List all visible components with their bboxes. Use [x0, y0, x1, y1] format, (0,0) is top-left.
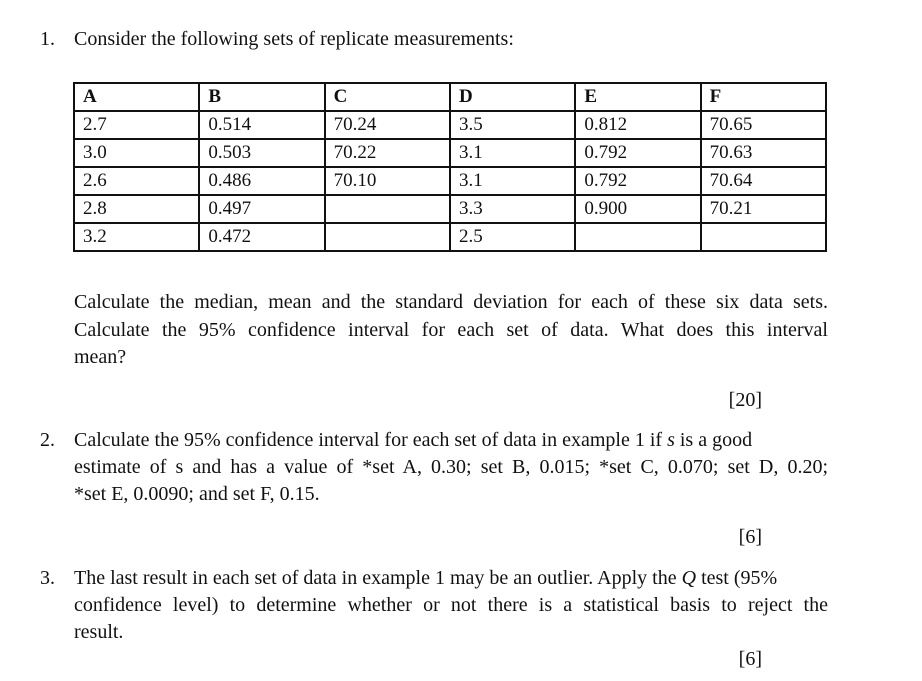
- table-cell: 70.64: [701, 167, 826, 195]
- table-row: [74, 111, 826, 139]
- measurements-table: [73, 82, 827, 252]
- column-header-d: D: [450, 83, 575, 111]
- table-cell: 0.792: [575, 167, 700, 195]
- question-3-line-1: [74, 567, 777, 590]
- table-cell: [325, 195, 450, 223]
- table-cell: 3.2: [74, 223, 199, 251]
- question-2-line-1-text: Calculate the 95% confidence interval for each set of data in example 1 if: [74, 429, 668, 451]
- table-cell: 70.10: [325, 167, 450, 195]
- table-cell: 70.22: [325, 139, 450, 167]
- question-3-line-3: result.: [74, 621, 124, 643]
- table-row: [74, 139, 826, 167]
- question-3-marks: [6]: [738, 648, 762, 670]
- table-cell: 0.812: [575, 111, 700, 139]
- table-cell: 0.792: [575, 139, 700, 167]
- table-cell: 2.6: [74, 167, 199, 195]
- question-1-title: Consider the following sets of replicate measurements:: [74, 28, 514, 50]
- column-header-b: B: [199, 83, 324, 111]
- question-1-number: 1.: [40, 28, 55, 50]
- question-1-instructions-line-2: Calculate the 95% confidence interval for each set of data. What does this interval: [74, 319, 828, 341]
- table-cell: 2.7: [74, 111, 199, 139]
- question-3-number: 3.: [40, 567, 55, 589]
- table-cell: [575, 223, 700, 251]
- question-1-marks: [20]: [728, 389, 762, 411]
- column-header-c: C: [325, 83, 450, 111]
- question-2-variable-s: s: [667, 429, 675, 451]
- table-cell: 3.1: [450, 139, 575, 167]
- question-3-variable-q: Q: [681, 567, 697, 589]
- table-row: [74, 195, 826, 223]
- question-2-number: 2.: [40, 429, 55, 451]
- table-cell: 3.0: [74, 139, 199, 167]
- question-3-line-1-text: The last result in each set of data in example 1 may be an outlier. Apply the: [74, 567, 682, 589]
- table-cell: [701, 223, 826, 251]
- table-cell: 70.21: [701, 195, 826, 223]
- question-2-line-3: *set E, 0.0090; and set F, 0.15.: [74, 483, 320, 505]
- table-cell: 2.5: [450, 223, 575, 251]
- question-1-instructions-line-3: mean?: [74, 346, 127, 368]
- table-cell: 3.3: [450, 195, 575, 223]
- table-row: [74, 167, 826, 195]
- question-2-marks: [6]: [738, 526, 762, 548]
- table-cell: 3.5: [450, 111, 575, 139]
- table-cell: [325, 223, 450, 251]
- column-header-f: F: [701, 83, 826, 111]
- table-cell: 70.24: [325, 111, 450, 139]
- table-header-row: [74, 83, 826, 111]
- question-2-line-2: estimate of s and has a value of *set A, 0.30; set B, 0.015; *set C, 0.070; set D, 0.20;: [74, 456, 828, 478]
- question-3-line-1-text-end: test (95%: [696, 567, 778, 589]
- table-cell: 70.65: [701, 111, 826, 139]
- table-cell: 2.8: [74, 195, 199, 223]
- table-row: [74, 223, 826, 251]
- question-3-line-2: confidence level) to determine whether or not there is a statistical basis to reject the: [74, 594, 828, 616]
- table-cell: 0.486: [199, 167, 324, 195]
- table-cell: 0.497: [199, 195, 324, 223]
- column-header-a: A: [74, 83, 199, 111]
- table-cell: 3.1: [450, 167, 575, 195]
- question-2-line-1-text-end: is a good: [674, 429, 753, 451]
- question-1-instructions-line-1: Calculate the median, mean and the standard deviation for each of these six data sets.: [74, 291, 828, 313]
- question-2-line-1: [74, 429, 752, 452]
- table-cell: 0.514: [199, 111, 324, 139]
- column-header-e: E: [575, 83, 700, 111]
- table-cell: 70.63: [701, 139, 826, 167]
- table-cell: 0.503: [199, 139, 324, 167]
- table-cell: 0.900: [575, 195, 700, 223]
- table-cell: 0.472: [199, 223, 324, 251]
